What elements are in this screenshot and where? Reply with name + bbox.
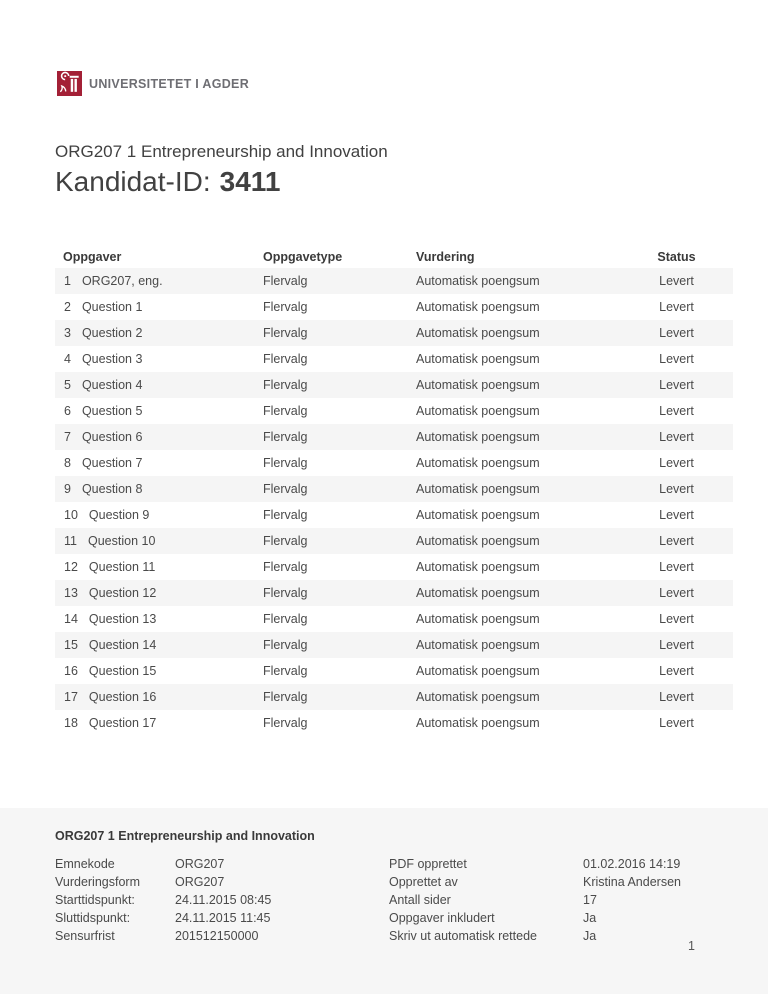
column-header-oppgavetype: Oppgavetype	[263, 250, 343, 264]
row-number: 5	[64, 378, 71, 392]
column-header-status: Status	[657, 250, 696, 264]
row-number: 6	[64, 404, 71, 418]
row-number: 11	[64, 534, 77, 548]
row-task-type: Flervalg	[263, 586, 308, 600]
info-label: PDF opprettet	[389, 857, 467, 871]
summary-info-row	[389, 855, 768, 873]
row-number: 13	[64, 586, 78, 600]
info-label: Emnekode	[55, 857, 115, 871]
info-value: 201512150000	[175, 929, 259, 943]
summary-title: ORG207 1 Entrepreneurship and Innovation	[55, 829, 315, 843]
row-task-type: Flervalg	[263, 352, 308, 366]
row-task-type: Flervalg	[263, 716, 308, 730]
row-task-name: ORG207, eng.	[81, 274, 163, 288]
row-vurdering: Automatisk poengsum	[416, 300, 540, 314]
table-row	[55, 632, 733, 658]
table-row	[55, 606, 733, 632]
row-vurdering: Automatisk poengsum	[416, 638, 540, 652]
row-status: Levert	[659, 560, 694, 574]
info-value: 24.11.2015 11:45	[175, 911, 271, 925]
row-task-type: Flervalg	[263, 274, 308, 288]
column-header-vurdering: Vurdering	[416, 250, 475, 264]
info-label: Sensurfrist	[55, 929, 115, 943]
row-number: 1	[64, 274, 71, 288]
row-task-type: Flervalg	[263, 404, 308, 418]
row-task-type: Flervalg	[263, 456, 308, 470]
row-task-name: Question 13	[88, 612, 157, 626]
row-vurdering: Automatisk poengsum	[416, 482, 540, 496]
row-status: Levert	[659, 274, 694, 288]
row-task-name: Question 12	[88, 586, 157, 600]
table-row	[55, 294, 733, 320]
info-value: Ja	[583, 929, 597, 943]
summary-info-row	[55, 855, 389, 873]
row-status: Levert	[659, 716, 694, 730]
summary-columns	[55, 855, 768, 945]
row-task-name: Question 5	[81, 404, 143, 418]
row-number: 8	[64, 456, 71, 470]
column-header-oppgaver: Oppgaver	[63, 250, 122, 264]
info-value: ORG207	[175, 875, 225, 889]
info-label: Sluttidspunkt:	[55, 911, 131, 925]
assignments-table	[55, 246, 733, 736]
row-vurdering: Automatisk poengsum	[416, 326, 540, 340]
row-status: Levert	[659, 534, 694, 548]
page-number: 1	[688, 939, 695, 953]
row-task-type: Flervalg	[263, 664, 308, 678]
info-label: Antall sider	[389, 893, 451, 907]
summary-left-column	[55, 855, 389, 945]
row-task-type: Flervalg	[263, 482, 308, 496]
row-task-name: Question 17	[88, 716, 157, 730]
row-status: Levert	[659, 404, 694, 418]
info-value: Kristina Andersen	[583, 875, 681, 889]
row-task-type: Flervalg	[263, 638, 308, 652]
row-vurdering: Automatisk poengsum	[416, 430, 540, 444]
row-task-type: Flervalg	[263, 612, 308, 626]
row-status: Levert	[659, 586, 694, 600]
row-task-name: Question 9	[88, 508, 150, 522]
table-row	[55, 346, 733, 372]
row-vurdering: Automatisk poengsum	[416, 274, 540, 288]
row-status: Levert	[659, 300, 694, 314]
row-task-type: Flervalg	[263, 508, 308, 522]
info-value: 17	[583, 893, 597, 907]
row-task-name: Question 1	[81, 300, 143, 314]
info-value: 01.02.2016 14:19	[583, 857, 681, 871]
row-number: 16	[64, 664, 78, 678]
table-row	[55, 320, 733, 346]
candidate-id-line	[55, 166, 280, 198]
row-vurdering: Automatisk poengsum	[416, 716, 540, 730]
row-number: 7	[64, 430, 71, 444]
row-task-type: Flervalg	[263, 300, 308, 314]
row-task-name: Question 14	[88, 638, 157, 652]
info-label: Vurderingsform	[55, 875, 140, 889]
summary-info-row	[389, 927, 768, 945]
summary-info-row	[389, 891, 768, 909]
info-value: Ja	[583, 911, 597, 925]
table-row	[55, 528, 733, 554]
info-label: Starttidspunkt:	[55, 893, 135, 907]
table-row	[55, 554, 733, 580]
row-number: 17	[64, 690, 78, 704]
table-row	[55, 398, 733, 424]
row-task-name: Question 4	[81, 378, 143, 392]
row-vurdering: Automatisk poengsum	[416, 456, 540, 470]
row-status: Levert	[659, 456, 694, 470]
row-task-type: Flervalg	[263, 326, 308, 340]
row-task-name: Question 3	[81, 352, 143, 366]
row-vurdering: Automatisk poengsum	[416, 586, 540, 600]
summary-info-row	[55, 873, 389, 891]
row-status: Levert	[659, 508, 694, 522]
row-task-type: Flervalg	[263, 534, 308, 548]
row-task-name: Question 6	[81, 430, 143, 444]
candidate-id-label: Kandidat-ID:	[55, 166, 211, 197]
summary-info-row	[55, 927, 389, 945]
row-number: 15	[64, 638, 78, 652]
row-status: Levert	[659, 612, 694, 626]
row-vurdering: Automatisk poengsum	[416, 612, 540, 626]
row-status: Levert	[659, 638, 694, 652]
row-vurdering: Automatisk poengsum	[416, 508, 540, 522]
row-status: Levert	[659, 378, 694, 392]
candidate-id-value: 3411	[219, 166, 281, 197]
row-vurdering: Automatisk poengsum	[416, 664, 540, 678]
row-number: 14	[64, 612, 78, 626]
row-task-name: Question 16	[88, 690, 157, 704]
row-status: Levert	[659, 326, 694, 340]
row-task-name: Question 7	[81, 456, 143, 470]
row-number: 9	[64, 482, 71, 496]
table-row	[55, 658, 733, 684]
row-status: Levert	[659, 430, 694, 444]
table-row	[55, 684, 733, 710]
course-title: ORG207 1 Entrepreneurship and Innovation	[55, 142, 388, 161]
row-vurdering: Automatisk poengsum	[416, 690, 540, 704]
row-number: 2	[64, 300, 71, 314]
row-vurdering: Automatisk poengsum	[416, 534, 540, 548]
row-vurdering: Automatisk poengsum	[416, 378, 540, 392]
uia-logo-icon	[57, 71, 82, 96]
row-task-name: Question 15	[88, 664, 157, 678]
row-task-type: Flervalg	[263, 430, 308, 444]
table-row	[55, 424, 733, 450]
row-number: 12	[64, 560, 78, 574]
row-status: Levert	[659, 482, 694, 496]
summary-info-row	[389, 909, 768, 927]
info-label: Skriv ut automatisk rettede	[389, 929, 537, 943]
brand-header	[57, 71, 249, 96]
table-row	[55, 268, 733, 294]
info-label: Opprettet av	[389, 875, 458, 889]
brand-name: UNIVERSITETET I AGDER	[89, 76, 250, 91]
row-status: Levert	[659, 664, 694, 678]
row-task-name: Question 8	[81, 482, 143, 496]
row-number: 4	[64, 352, 71, 366]
summary-info-row	[55, 909, 389, 927]
table-row	[55, 450, 733, 476]
info-value: ORG207	[175, 857, 225, 871]
table-row	[55, 580, 733, 606]
row-number: 10	[64, 508, 78, 522]
table-row	[55, 710, 733, 736]
row-task-type: Flervalg	[263, 378, 308, 392]
row-task-type: Flervalg	[263, 560, 308, 574]
table-header-row	[55, 246, 733, 268]
row-number: 18	[64, 716, 78, 730]
row-task-name: Question 10	[87, 534, 156, 548]
summary-info-row	[55, 891, 389, 909]
info-label: Oppgaver inkludert	[389, 911, 495, 925]
row-task-type: Flervalg	[263, 690, 308, 704]
row-task-name: Question 2	[81, 326, 143, 340]
row-vurdering: Automatisk poengsum	[416, 352, 540, 366]
summary-info-row	[389, 873, 768, 891]
row-number: 3	[64, 326, 71, 340]
table-row	[55, 372, 733, 398]
row-vurdering: Automatisk poengsum	[416, 404, 540, 418]
table-body	[55, 268, 733, 736]
summary-right-column	[389, 855, 768, 945]
row-status: Levert	[659, 690, 694, 704]
table-row	[55, 502, 733, 528]
table-row	[55, 476, 733, 502]
info-value: 24.11.2015 08:45	[175, 893, 272, 907]
row-task-name: Question 11	[88, 560, 156, 574]
row-status: Levert	[659, 352, 694, 366]
row-vurdering: Automatisk poengsum	[416, 560, 540, 574]
summary-panel	[0, 808, 768, 994]
